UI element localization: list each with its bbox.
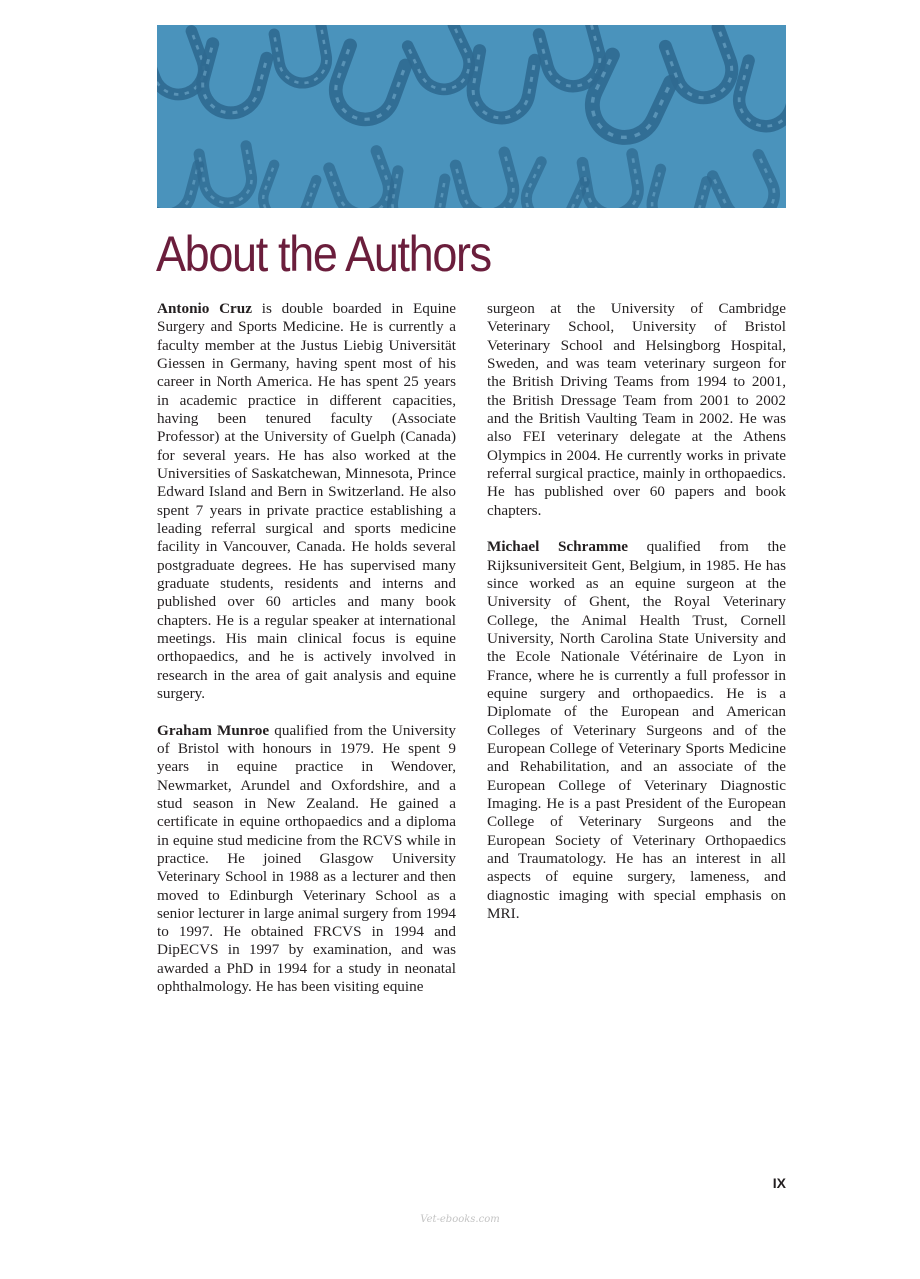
text-column-left <box>157 300 456 996</box>
author-name: Michael Schramme <box>487 538 628 556</box>
author-name: Graham Munroe <box>157 721 270 739</box>
horseshoe-icon <box>582 154 641 208</box>
horseshoe-icon <box>456 152 519 208</box>
author-bio-text: qualified from the Rijksuniversiteit Gent, Belgium, in 1985. He has since worked as an equine surgeon at the University of Ghent, the Royal Veterinary College, the Animal Health Trust, Cornell University, North Carolina State University and the Ecole Nationale Vétérinaire de Lyon in France, where he is currently a full professor in equine surgery and orthopaedics. He is a Diplomate of the European and American Colleges of Veterinary Surgeons and of the European College of Veterinary Sports Medicine and Rehabilitation, and an associate of the European College of Veterinary Diagnostic Imaging. He is a past President of the European College of Veterinary Surgeons and the European Society of Veterinary Orthopaedics and Traumatology. He has an interest in all aspects of equine surgery, lameness, and diagnostic imaging with special emphasis on MRI. <box>487 538 786 922</box>
horseshoe-icon <box>519 162 585 208</box>
horseshoe-icon <box>389 171 445 208</box>
author-bio-schramme <box>487 538 786 923</box>
horseshoe-icon <box>199 146 255 207</box>
author-bio-text: is double boarded in Equine Surgery and Sports Medicine. He is currently a faculty member at the Justus Liebig Universität Giessen in Germany, having spent most of his career in North America. He has spent 25 years in academic practice in different capacities, having been tenured faculty (Associate Professor) at the University of Guelph (Canada) for several years. He has also worked at the Universities of Saskatchewan, Minnesota, Prince Edward Island and Bern in Switzerland. He also spent 7 years in private practice establishing a leading referral surgical and sports medicine facility in Vancouver, Canada. He holds several postgraduate degrees. He has supervised many graduate students, residents and interns and published over 60 articles and many book chapters. He is a regular speaker at international meetings. His main clinical focus is equine orthopaedics, and he is actively involved in research in the area of gait analysis and equine surgery. <box>157 300 456 702</box>
horseshoe-icon <box>665 27 739 105</box>
horseshoe-icon <box>469 51 535 123</box>
author-name: Antonio Cruz <box>157 300 252 317</box>
horseshoe-icon <box>329 151 396 208</box>
horseshoe-icon <box>157 152 198 208</box>
watermark-logo: Vet-ebooks.com <box>420 1214 500 1225</box>
horseshoe-pattern <box>157 25 786 208</box>
horseshoe-icon <box>328 45 406 127</box>
horseshoe-icon <box>647 169 707 208</box>
horseshoe-icon <box>257 165 316 208</box>
author-bio-munroe-continued: surgeon at the University of Cambridge Veterinary School, University of Bristol Veterinary School and Helsingborg Hospital, Sweden, and was team veterinary surgeon for the British Driving Teams from 1994 to 2001, the British Dressage Team from 2001 to 2002 and the British Vaulting Team in 2002. He was also FEI veterinary delegate at the Athens Olympics in 2004. He currently works in private referral surgical practice, mainly in orthopaedics. He has published over 60 papers and book chapters. <box>487 300 786 519</box>
horseshoe-icon <box>196 44 266 119</box>
horseshoe-icon <box>733 61 786 133</box>
author-bio-cruz <box>157 300 456 703</box>
horseshoe-icon <box>713 155 783 208</box>
page-title: About the Authors <box>156 226 491 282</box>
text-column-right <box>487 300 786 923</box>
page-number: IX <box>772 1175 786 1191</box>
horseshoe-icon <box>274 26 330 87</box>
header-banner <box>157 25 786 208</box>
author-bio-text: qualified from the University of Bristol with honours in 1979. He spent 9 years in equine practice in Wendover, Newmarket, Arundel and Oxfordshire, and a stud season in New Zealand. He gained a certificate in equine orthopaedics and a diploma in equine stud medicine from the RCVS while in practice. He joined Glasgow University Veterinary School in 1988 as a lecturer and then moved to Edinburgh Veterinary School as a senior lecturer in large animal surgery from 1994 to 1997. He obtained FRCVS in 1994 and DipECVS in 1997 by examination, and was awarded a PhD in 1994 for a study in neonatal ophthalmology. He has been visiting equine <box>157 721 456 996</box>
author-bio-munroe <box>157 722 456 997</box>
